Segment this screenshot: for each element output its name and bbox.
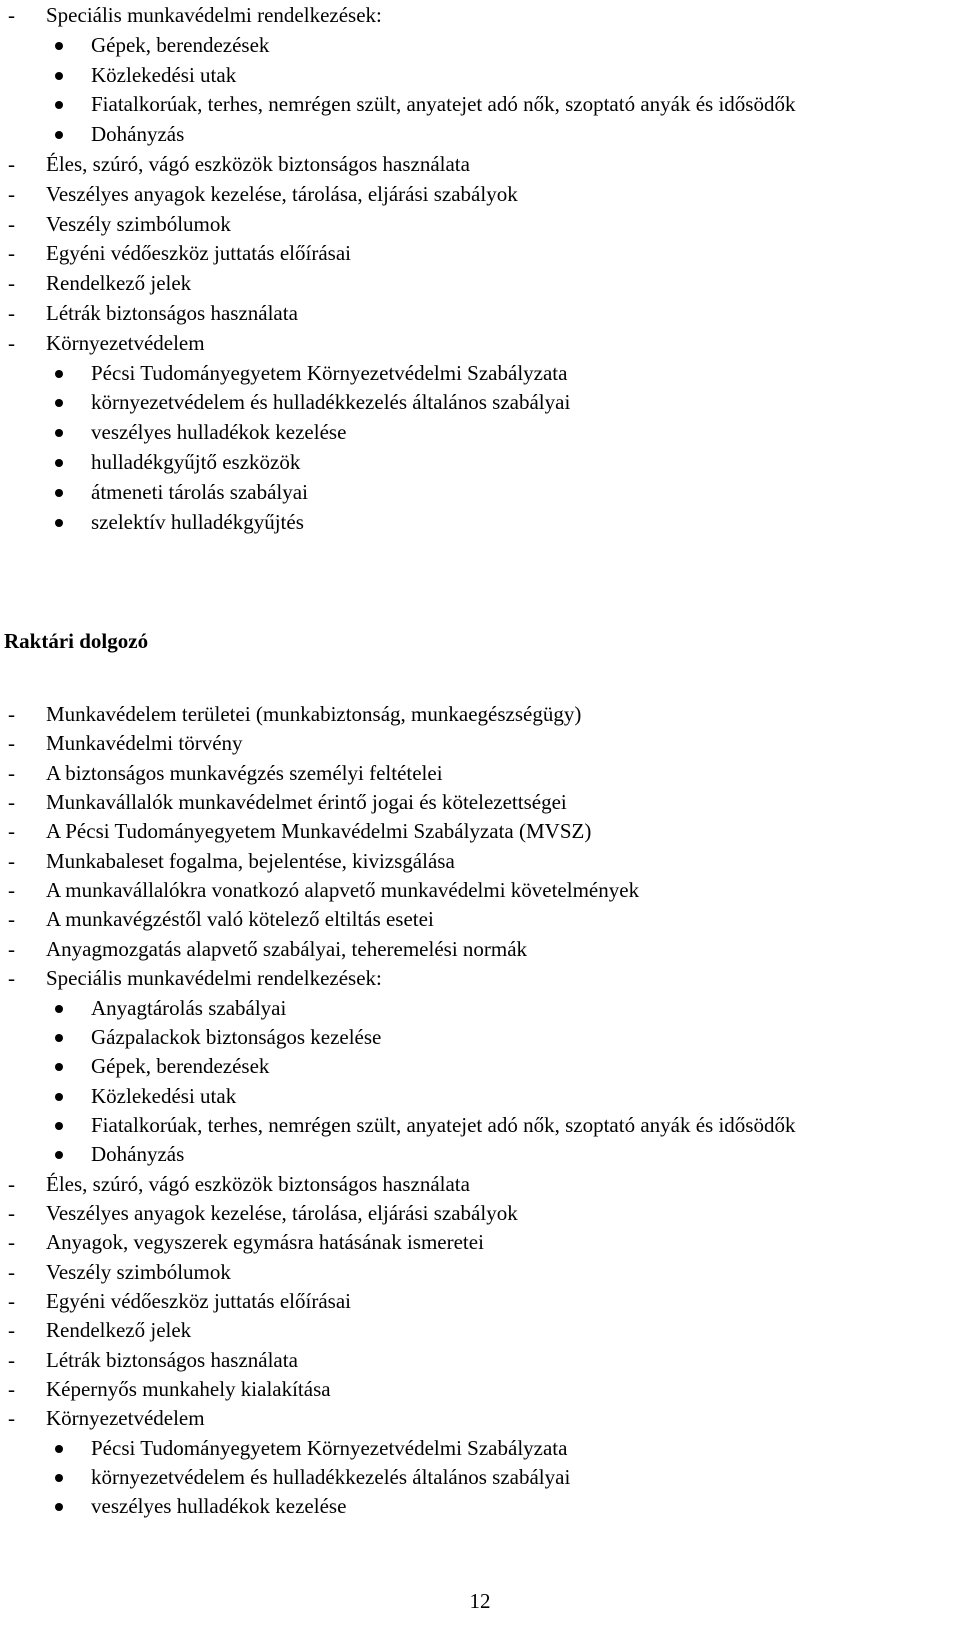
dash-marker: - xyxy=(8,702,15,726)
bullet-icon xyxy=(55,1445,63,1453)
dash-marker: - xyxy=(8,211,15,236)
list-item-text: környezetvédelem és hulladékkezelés általános szabályai xyxy=(91,1465,571,1490)
dash-marker: - xyxy=(8,1171,15,1196)
list-item-text: szelektív hulladékgyűjtés xyxy=(91,509,304,534)
list-item-text: Éles, szúró, vágó eszközök biztonságos használata xyxy=(46,1171,470,1196)
dash-marker: - xyxy=(8,181,15,206)
dash-marker: - xyxy=(8,271,15,296)
bullet-icon xyxy=(55,131,63,139)
dash-marker: - xyxy=(8,3,15,27)
bullet-icon xyxy=(55,72,63,80)
dash-marker: - xyxy=(8,819,15,844)
list-item-text: Speciális munkavédelmi rendelkezések: xyxy=(46,3,382,27)
bullet-icon xyxy=(55,1151,63,1159)
dash-marker: - xyxy=(8,330,15,355)
list-item-text: Gépek, berendezések xyxy=(91,1054,270,1079)
dash-marker: - xyxy=(8,152,15,176)
list-item-text: Pécsi Tudományegyetem Környezetvédelmi Szabályzata xyxy=(91,360,568,385)
bullet-icon xyxy=(55,519,63,527)
dash-marker: - xyxy=(8,1259,15,1284)
list-item-text: Gázpalackok biztonságos kezelése xyxy=(91,1024,382,1049)
list-item-text: Pécsi Tudományegyetem Környezetvédelmi Szabályzata xyxy=(91,1435,568,1460)
dash-marker: - xyxy=(8,731,15,756)
list-item-text: Anyagtárolás szabályai xyxy=(91,995,287,1020)
dash-marker: - xyxy=(8,1406,15,1431)
list-item-text: Fiatalkorúak, terhes, nemrégen szült, anyatejet adó nők, szoptató anyák és idősödők xyxy=(91,92,796,117)
page-number: 12 xyxy=(469,1589,491,1613)
list-item-text: Dohányzás xyxy=(91,122,185,147)
list-item-text: A munkavégzéstől való kötelező eltiltás esetei xyxy=(46,907,434,932)
list-item-text: hulladékgyűjtő eszközök xyxy=(91,450,301,474)
dash-marker: - xyxy=(8,1289,15,1313)
dash-marker: - xyxy=(8,848,15,873)
list-item-text: Éles, szúró, vágó eszközök biztonságos használata xyxy=(46,152,470,176)
list-item-text: Anyagmozgatás alapvető szabályai, teheremelési normák xyxy=(46,936,528,961)
list-item-text: Környezetvédelem xyxy=(46,1406,205,1431)
list-item-text: Munkavédelem területei (munkabiztonság, munkaegészségügy) xyxy=(46,702,582,726)
list-item-text: Veszély szimbólumok xyxy=(46,1259,231,1284)
bullet-icon xyxy=(55,1122,63,1130)
bullet-icon xyxy=(55,101,63,109)
list-item-text: környezetvédelem és hulladékkezelés általános szabályai xyxy=(91,390,571,415)
dash-marker: - xyxy=(8,966,15,991)
dash-marker: - xyxy=(8,1318,15,1343)
list-item-text: Speciális munkavédelmi rendelkezések: xyxy=(46,966,382,991)
list-item-text: Munkavállalók munkavédelmet érintő jogai és kötelezettségei xyxy=(46,790,567,815)
list-item-text: Munkavédelmi törvény xyxy=(46,731,243,756)
list-item-text: Létrák biztonságos használata xyxy=(46,1347,298,1372)
list-item-text: A Pécsi Tudományegyetem Munkavédelmi Szabályzata (MVSZ) xyxy=(46,819,592,844)
list-item-text: Egyéni védőeszköz juttatás előírásai xyxy=(46,241,351,266)
list-item-text: Anyagok, vegyszerek egymásra hatásának ismeretei xyxy=(46,1230,484,1255)
dash-marker: - xyxy=(8,1377,15,1402)
bullet-icon xyxy=(55,1503,63,1511)
list-item-text: Közlekedési utak xyxy=(91,1083,237,1108)
bullet-icon xyxy=(55,1034,63,1042)
list-item-text: veszélyes hulladékok kezelése xyxy=(91,1494,347,1519)
dash-marker: - xyxy=(8,936,15,961)
bullet-icon xyxy=(55,429,63,437)
list-item-text: Képernyős munkahely kialakítása xyxy=(46,1377,331,1402)
dash-marker: - xyxy=(8,907,15,932)
bullet-icon xyxy=(55,489,63,497)
list-item-text: Veszélyes anyagok kezelése, tárolása, eljárási szabályok xyxy=(46,1200,518,1225)
list-item-text: átmeneti tárolás szabályai xyxy=(91,479,308,504)
list-item-text: Közlekedési utak xyxy=(91,62,237,87)
list-item-text: veszélyes hulladékok kezelése xyxy=(91,420,347,445)
list-item-text: A munkavállalókra vonatkozó alapvető munkavédelmi követelmények xyxy=(46,878,640,903)
bullet-icon xyxy=(55,1474,63,1482)
list-item-text: Fiatalkorúak, terhes, nemrégen szült, anyatejet adó nők, szoptató anyák és idősödők xyxy=(91,1112,796,1137)
list-item-text: Veszély szimbólumok xyxy=(46,211,231,236)
dash-marker: - xyxy=(8,1200,15,1225)
list-item-text: Rendelkező jelek xyxy=(46,1318,192,1343)
dash-marker: - xyxy=(8,760,15,785)
dash-marker: - xyxy=(8,241,15,266)
bullet-icon xyxy=(55,459,63,467)
bullet-icon xyxy=(55,1063,63,1071)
bullet-icon xyxy=(55,1005,63,1013)
dash-marker: - xyxy=(8,878,15,903)
dash-marker: - xyxy=(8,1230,15,1255)
bullet-icon xyxy=(55,370,63,378)
list-item-text: A biztonságos munkavégzés személyi feltételei xyxy=(46,760,443,785)
bullet-icon xyxy=(55,399,63,407)
dash-marker: - xyxy=(8,301,15,325)
list-item-text: Veszélyes anyagok kezelése, tárolása, eljárási szabályok xyxy=(46,181,518,206)
list-item-text: Munkabaleset fogalma, bejelentése, kivizsgálása xyxy=(46,848,455,873)
bullet-icon xyxy=(55,42,63,50)
list-item-text: Egyéni védőeszköz juttatás előírásai xyxy=(46,1289,351,1313)
list-item-text: Rendelkező jelek xyxy=(46,271,192,296)
bullet-icon xyxy=(55,1093,63,1101)
list-item-text: Gépek, berendezések xyxy=(91,32,270,57)
section-heading-raktari-dolgozo: Raktári dolgozó xyxy=(4,629,149,653)
list-item-text: Létrák biztonságos használata xyxy=(46,301,298,325)
dash-marker: - xyxy=(8,790,15,815)
dash-marker: - xyxy=(8,1347,15,1372)
list-item-text: Környezetvédelem xyxy=(46,330,205,355)
list-item-text: Dohányzás xyxy=(91,1142,185,1167)
